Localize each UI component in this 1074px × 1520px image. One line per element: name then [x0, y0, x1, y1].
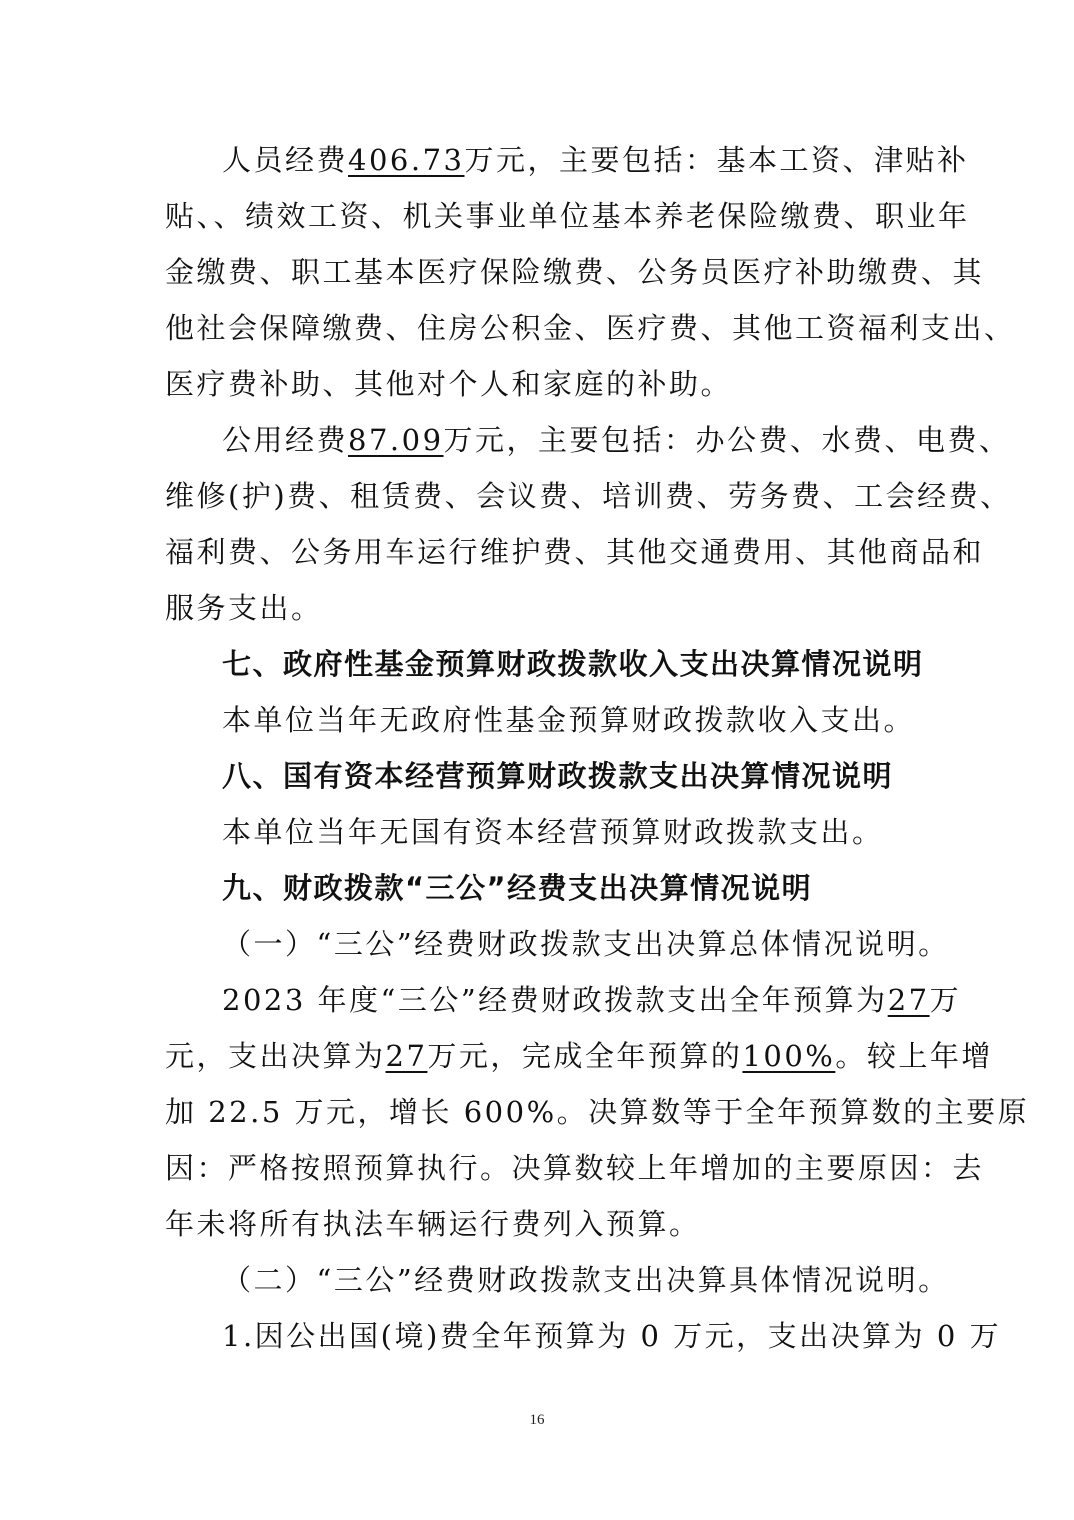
- three-public-line-3: 加 22.5 万元，增长 600%。决算数等于全年预算数的主要原: [165, 1095, 1030, 1129]
- section-9-sub-1: （一）“三公”经费财政拨款支出决算总体情况说明。: [222, 927, 950, 961]
- completion-percent: 100%: [742, 1039, 836, 1073]
- personnel-line-1: 人员经费406.73万元，主要包括：基本工资、津贴补: [222, 143, 969, 177]
- section-7-body: 本单位当年无政府性基金预算财政拨款收入支出。: [222, 703, 916, 737]
- page-number: 16: [529, 1412, 545, 1428]
- section-7-heading: 七、政府性基金预算财政拨款收入支出决算情况说明: [222, 647, 924, 681]
- personnel-line-4: 他社会保障缴费、住房公积金、医疗费、其他工资福利支出、: [165, 311, 1016, 345]
- section-9-heading: 九、财政拨款“三公”经费支出决算情况说明: [222, 871, 813, 905]
- section-8-body: 本单位当年无国有资本经营预算财政拨款支出。: [222, 815, 884, 849]
- section-9-sub-2: （二）“三公”经费财政拨款支出决算具体情况说明。: [222, 1263, 950, 1297]
- public-line-1: 公用经费87.09万元，主要包括：办公费、水费、电费、: [222, 423, 1011, 457]
- overseas-travel-line-1: 1.因公出国(境)费全年预算为 0 万元，支出决算为 0 万: [222, 1319, 1002, 1353]
- personnel-amount: 406.73: [348, 143, 465, 177]
- section-8-heading: 八、国有资本经营预算财政拨款支出决算情况说明: [222, 759, 894, 793]
- public-line-4: 服务支出。: [165, 591, 323, 625]
- public-line-2: 维修(护)费、租赁费、会议费、培训费、劳务费、工会经费、: [165, 479, 1012, 513]
- three-public-line-4: 因：严格按照预算执行。决算数较上年增加的主要原因：去: [165, 1151, 985, 1185]
- three-public-line-5: 年未将所有执法车辆运行费列入预算。: [165, 1207, 701, 1241]
- budget-amount: 27: [887, 983, 930, 1017]
- public-line-3: 福利费、公务用车运行维护费、其他交通费用、其他商品和: [165, 535, 985, 569]
- three-public-line-2: 元，支出决算为27万元，完成全年预算的100%。较上年增: [165, 1039, 993, 1073]
- final-amount: 27: [385, 1039, 428, 1073]
- personnel-line-5: 医疗费补助、其他对个人和家庭的补助。: [165, 367, 733, 401]
- personnel-line-2: 贴、、绩效工资、机关事业单位基本养老保险缴费、职业年: [165, 199, 970, 233]
- public-amount: 87.09: [348, 423, 444, 457]
- personnel-line-3: 金缴费、职工基本医疗保险缴费、公务员医疗补助缴费、其: [165, 255, 985, 289]
- three-public-line-1: 2023 年度“三公”经费财政拨款支出全年预算为27万: [222, 983, 962, 1017]
